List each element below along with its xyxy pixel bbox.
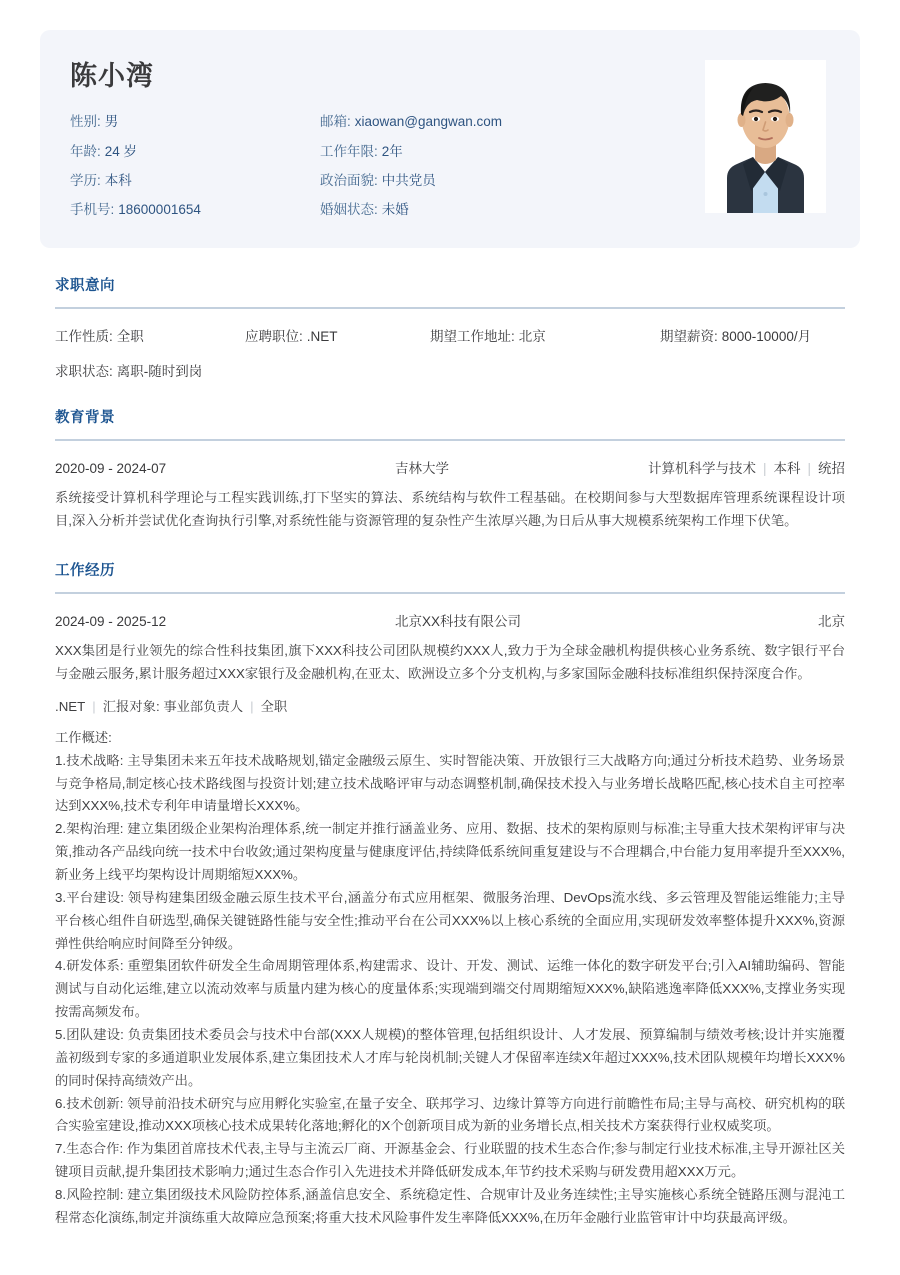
info-education-value: 本科 — [104, 172, 132, 188]
info-marital-status-value: 未婚 — [381, 202, 409, 218]
info-political-status-label: 政治面貌: — [320, 172, 378, 188]
education-entry — [55, 441, 845, 533]
section-intention — [40, 274, 860, 380]
info-experience-years — [320, 142, 705, 162]
work-duty-item: 2.架构治理: 建立集团级企业架构治理体系,统一制定并推行涵盖业务、应用、数据、技术的架构原则与标准;主导重大技术架构评审与决策,推动各产品线向统一技术中台收敛;通过架构度量与健康度评估,持续降低系统间重复建设与不合理耦合,中台能力复用率提升至XXX%,新业务上线平均架构设计周期缩短XXX%。 — [55, 821, 845, 882]
education-entry-header — [55, 457, 845, 477]
work-entry — [55, 594, 845, 1230]
info-gender-value: 男 — [104, 114, 119, 130]
info-education-label: 学历: — [70, 172, 101, 188]
info-education — [70, 171, 320, 191]
work-location: 北京 — [818, 614, 845, 630]
work-duty-item: 5.团队建设: 负责集团技术委员会与技术中台部(XXX人规模)的整体管理,包括组织设计、人才发展、预算编制与绩效考核;设计并实施覆盖初级到专家的多通道职业发展体系,建立集团技术人才库与轮岗机制;关键人才保留率连续X年超过XXX%,技术团队规模年均增长XXX%的同时保持高绩效产出。 — [55, 1027, 845, 1088]
intention-job-type-label: 工作性质: — [55, 329, 113, 345]
info-phone-value: 18600001654 — [118, 202, 201, 218]
work-company: 北京XX科技有限公司 — [395, 614, 522, 630]
info-marital-status-label: 婚姻状态: — [320, 202, 378, 218]
education-school: 吉林大学 — [395, 461, 449, 477]
education-description: 系统接受计算机科学理论与工程实践训练,打下坚实的算法、系统结构与软件工程基础。在校期间参与大型数据库管理系统课程设计项目,深入分析并尝试优化查询执行引擎,对系统性能与资源管理的复杂性产生浓厚兴趣,为日后从事大规模系统架构工作埋下伏笔。 — [55, 490, 845, 529]
work-duties — [55, 727, 845, 1230]
section-title-education: 教育背景 — [55, 410, 115, 427]
intention-location — [430, 325, 660, 345]
work-company-description: XXX集团是行业领先的综合性科技集团,旗下XXX科技公司团队规模约XXX人,致力于为全球金融机构提供核心业务系统、数字银行平台与金融云服务,累计服务超过XXX家银行及金融机构,在亚太、欧洲设立多个分支机构,与多家国际金融科技标准组织保持深度合作。 — [55, 643, 845, 681]
profile-info — [62, 56, 705, 220]
education-qualifications — [648, 457, 845, 477]
intention-salary — [660, 325, 811, 345]
separator-icon: | — [92, 698, 96, 714]
education-admission-type: 统招 — [818, 461, 845, 477]
work-meta-report-to: 汇报对象: 事业部负责人 — [102, 698, 244, 714]
education-date-range: 2020-09 - 2024-07 — [55, 461, 167, 477]
info-experience-years-value: 2年 — [381, 143, 403, 159]
intention-row-2 — [55, 345, 845, 380]
work-entry-header — [55, 610, 845, 630]
intention-position-value: .NET — [306, 329, 338, 345]
intention-location-label: 期望工作地址: — [430, 329, 515, 345]
work-duty-item: 3.平台建设: 领导构建集团级金融云原生技术平台,涵盖分布式应用框架、微服务治理、DevOps流水线、多云管理及智能运维能力;主导平台核心组件自研选型,确保关键链路性能与安全性;推动平台在公司XXX%以上核心系统的全面应用,实现研发效率整体提升XXX%,资源弹性供给响应时间降至分钟级。 — [55, 889, 845, 951]
intention-salary-value: 8000-10000/月 — [721, 329, 812, 345]
info-email-value: xiaowan@gangwan.com — [354, 114, 503, 130]
work-duty-item: 4.研发体系: 重塑集团软件研发全生命周期管理体系,构建需求、设计、开发、测试、运维一体化的数字研发平台;引入AI辅助编码、智能测试与自动化运维,建立以流动效率与质量内建为核心的度量体系;实现端到端交付周期缩短XXX%,缺陷逃逸率降低XXX%,支撑业务实现按需高频发布。 — [55, 958, 845, 1020]
info-gender-label: 性别: — [70, 114, 101, 130]
intention-location-value: 北京 — [518, 329, 546, 345]
info-email-label: 邮箱: — [320, 114, 351, 130]
intention-status-value: 离职-随时到岗 — [116, 364, 203, 380]
section-education — [40, 406, 860, 533]
intention-status — [55, 360, 245, 380]
info-marital-status — [320, 200, 705, 220]
intention-row-1 — [55, 309, 845, 345]
avatar — [705, 60, 826, 213]
section-body-intention — [40, 309, 860, 380]
separator-icon: | — [250, 698, 254, 714]
work-duty-item: 1.技术战略: 主导集团未来五年技术战略规划,锚定金融级云原生、实时智能决策、开放银行三大战略方向;通过分析技术趋势、业务场景与竞争格局,制定核心技术路线图与投资计划;建立技术战略评审与动态调整机制,确保技术投入与业务增长战略匹配,核心技术自主可控率达到XXX%,技术专利年申请量增长XXX%。 — [55, 752, 845, 814]
info-age-value: 24 岁 — [104, 143, 138, 159]
section-title-work-experience: 工作经历 — [55, 563, 115, 580]
work-duty-item: 8.风险控制: 建立集团级技术风险防控体系,涵盖信息安全、系统稳定性、合规审计及业务连续性;主导实施核心系统全链路压测与混沌工程常态化演练,制定并演练重大故障应急预案;将重大技术风险事件发生率降低XXX%,在历年金融行业监管审计中均获最高评级。 — [55, 1187, 845, 1225]
section-body-work-experience — [40, 594, 860, 1230]
education-major: 计算机科学与技术 — [647, 461, 756, 477]
info-age — [70, 142, 320, 162]
info-email — [320, 112, 705, 132]
work-meta — [55, 696, 845, 715]
work-meta-position: .NET — [55, 698, 86, 714]
intention-salary-label: 期望薪资: — [660, 329, 718, 345]
profile-header-card — [40, 30, 860, 248]
intention-position — [245, 325, 430, 345]
work-meta-job-type: 全职 — [260, 698, 288, 714]
intention-status-label: 求职状态: — [55, 364, 113, 380]
info-political-status-value: 中共党员 — [381, 172, 436, 188]
info-experience-years-label: 工作年限: — [320, 143, 378, 159]
section-work-experience — [40, 559, 860, 1230]
intention-job-type — [55, 325, 245, 345]
separator-icon: | — [762, 461, 767, 477]
work-duty-item: 6.技术创新: 领导前沿技术研究与应用孵化实验室,在量子安全、联邦学习、边缘计算等方向进行前瞻性布局;主导与高校、研究机构的联合实验室建设,推动XXX项核心技术成果转化落地;孵化的X个创新项目成为新的业务增长点,相关技术方案获得行业权威奖项。 — [55, 1095, 845, 1134]
work-date-range: 2024-09 - 2025-12 — [55, 614, 167, 630]
info-gender — [70, 112, 320, 132]
profile-info-grid — [70, 112, 705, 220]
work-duties-title: 工作概述: — [55, 729, 112, 745]
education-degree: 本科 — [773, 461, 801, 477]
info-phone-label: 手机号: — [70, 202, 115, 218]
info-age-label: 年龄: — [70, 143, 101, 159]
intention-job-type-value: 全职 — [116, 329, 144, 345]
info-political-status — [320, 171, 705, 191]
page-title: 陈小湾 — [70, 61, 154, 91]
work-duty-item: 7.生态合作: 作为集团首席技术代表,主导与主流云厂商、开源基金会、行业联盟的技术生态合作;参与制定行业技术标准,主导开源社区关键项目贡献,提升集团技术影响力;通过生态合作引入先进技术并降低研发成本,年节约技术采购与研发费用超XXX万元。 — [55, 1141, 845, 1180]
intention-position-label: 应聘职位: — [245, 329, 303, 345]
separator-icon: | — [807, 461, 811, 477]
section-title-intention: 求职意向 — [55, 278, 115, 295]
info-phone — [70, 200, 320, 220]
section-body-education — [40, 441, 860, 533]
